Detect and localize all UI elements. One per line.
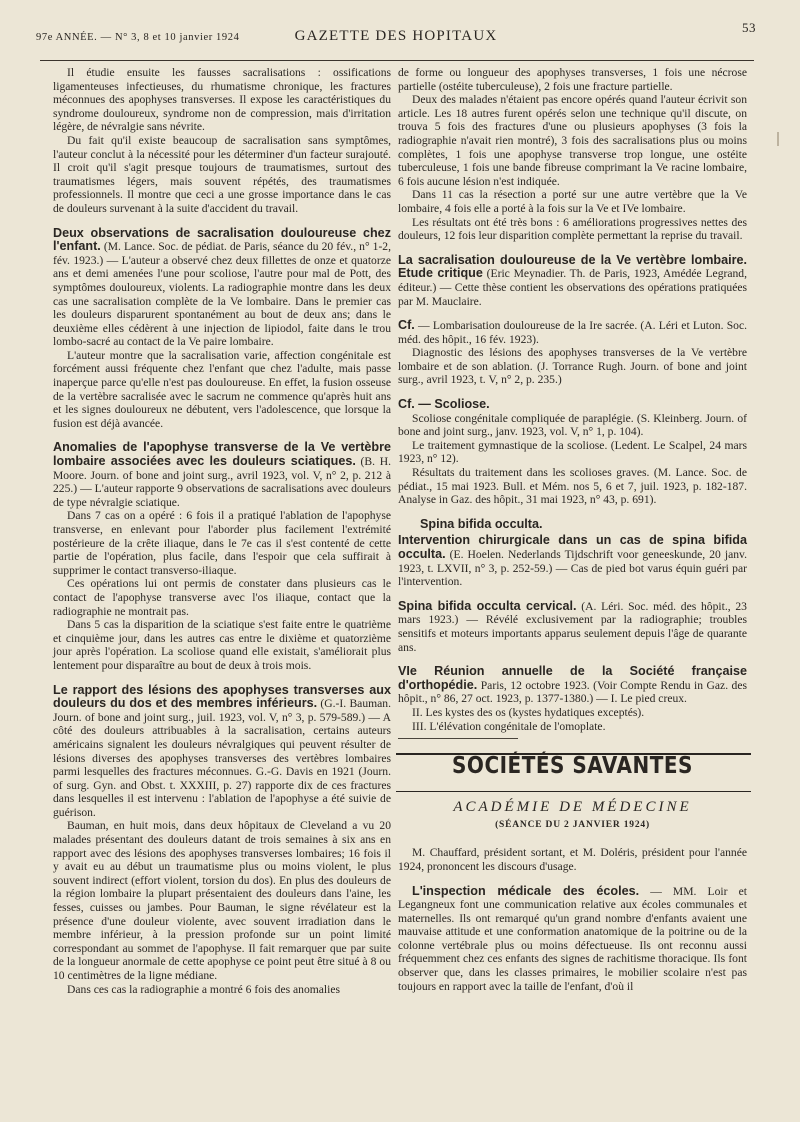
section-sacralisation-critique — [398, 254, 747, 308]
section-title: La sacralisation douloureuse de la Ve vertèbre lombaire. Etude critique — [398, 252, 747, 281]
section-spina-intervention — [398, 534, 747, 588]
section-divider — [398, 738, 518, 739]
page-header — [36, 14, 756, 54]
banner-title: SOCIÉTÉS SAVANTES — [452, 751, 693, 779]
paragraph: Le traitement gymnastique de la scoliose. (Ledent. Le Scalpel, 24 mars 1923, n° 12). — [398, 438, 747, 466]
section-reference: (Eric Meynadier. Th. de Paris, 1923, Amédée Legrand, éditeur.) — [398, 267, 747, 294]
paragraph: Dans 11 cas la résection a porté sur une autre vertèbre que la Ve lombaire, 4 fois elle a porté à la fois sur la Ve et IVe lombaire. — [398, 188, 747, 215]
section-reference: (G.-I. Bauman. Journ. of bone and joint surg., juil. 1923, vol. V, n° 3, p. 579-589.) — [53, 697, 391, 724]
cf-scoliose — [398, 398, 747, 412]
section-text: — Cette thèse contient les observations des opérations pratiquées par M. Mauclaire. — [398, 280, 747, 308]
paragraph: Dans 7 cas on a opéré : 6 fois il a pratiqué l'ablation de l'apophyse transverse, en enlevant pour l'aborder plus facilement l'extrémité postérieure de la crête iliaque, dans le 7e cas il s'est contenté de cette partie de l'opération, plus facile, dans l'espoir que cela suffirait à supprimer le contact transverso-iliaque. — [53, 509, 391, 577]
cf-lombarisation — [398, 319, 747, 346]
paragraph: Deux des malades n'étaient pas encore opérés quand l'auteur écrivit son article. Les 18 autres furent opérés selon une technique qu'il discute, on trouva 5 fois des fractures d'une ou plusieurs apophyses (3 fois la radiographie n'avait rien montré), 3 fois des sacralisations plus ou moins complètes, 1 fois une apophyse transverse trop longue, une ostéite tuberculeuse, 1 fois une bande fibreuse comprimant la Ve racine lombaire, 6 fois aucune lésion n'est indiquée. — [398, 93, 747, 188]
paragraph: Du fait qu'il existe beaucoup de sacralisation sans symptômes, l'auteur conclut à la nécessité pour les déterminer d'un facteur surajouté. Il croit qu'il s'agit presque toujours de traumatismes, surtout des traumatismes légers, mais souvent répétés, des traumatismes professionnels. Il montre que ceci a une grosse importance dans le cas de douleurs survenant à la suite d'accident du travail. — [53, 133, 391, 215]
section-text: — Cas de pied bot varus équin guéri par l'intervention. — [398, 561, 747, 589]
section-text: — L'auteur rapporte 9 observations de sacralisations avec douleurs de type névralgie sciatique. — [53, 482, 391, 509]
left-column — [53, 66, 391, 996]
paragraph: Il étudie ensuite les fausses sacralisations : ossifications ligamenteuses infectieuses, du rhumatisme chronique, les fractures méconnues des apophyses transverses. Il expose les caractéristiques du syndrome douloureux, syndrome non de compression, mais d'irritation légère, de névralgie sans névrite. — [53, 66, 391, 134]
paragraph: Diagnostic des lésions des apophyses transverses de la Ve vertèbre lombaire et de son ablation. (J. Torrance Rugh. Journ. of bone and joint surg., avril 1923, t. V, n° 2, p. 235.) — [398, 346, 747, 387]
section-title: Spina bifida occulta cervical. — [398, 598, 577, 613]
section-text: — A côté des douleurs attribuables à la sacralisation, certains auteurs américains signalent les douleurs névralgiques qui peuvent résulter de lésions diverses des apophyses transverses des vertèbres lombaires parmi lesquelles des fractures méconnues. G.-G. Davis en 1921 (Journ. of surg. Gyn. and Obst. t. XXXIII, p. 27) rapporte dix de ces fractures dans lesquelles il est intervenu : l'ablation de l'apophyse a été suivie de guérison. — [53, 710, 391, 819]
section-sacralisation-enfant — [53, 227, 391, 349]
cf-text: — Lombarisation douloureuse de la Ire sacrée. (A. Léri et Luton. Soc. méd. des hôpit., 16 fév. 1923). — [398, 319, 747, 346]
margin-mark — [777, 132, 779, 146]
section-text: — Révélé exclusivement par la radiographie; troubles sensitifs et moteurs importants apparus seulement depuis l'âge de quarante ans. — [398, 613, 748, 654]
banner-rule-bottom — [396, 791, 751, 792]
paragraph: Ces opérations lui ont permis de constater dans plusieurs cas le contact de l'apophyse transverse avec l'os iliaque, contact que la radiographie ne montrait pas. — [53, 577, 391, 618]
paragraph: II. Les kystes des os (kystes hydatiques exceptés). — [412, 705, 645, 719]
section-title: Deux observations de sacralisation douloureuse chez l'enfant. — [53, 225, 391, 254]
section-title: L'inspection médicale des écoles. — [412, 883, 640, 898]
section-title: VIe Réunion annuelle de la Société française d'orthopédie. — [398, 664, 747, 692]
section-text: Paris, 12 octobre 1923. (Voir Compte Rendu in Gaz. des hôpit., n° 86, 27 oct. 1923, p. 1377-1380.) — I. Le pied creux. — [398, 678, 748, 706]
academie-title: ACADÉMIE DE MÉDECINE — [453, 799, 692, 816]
cf-label: Cf. — Scoliose. — [398, 397, 490, 412]
section-spina-cervical — [398, 600, 747, 654]
cf-label: Cf. — [398, 318, 415, 333]
section-inspection-medicale — [398, 885, 747, 994]
paragraph: Scoliose congénitale compliquée de paraplégie. (S. Kleinberg. Journ. of bone and joint surg., janv. 1923, vol. V, n° 1, p. 104). — [398, 411, 747, 439]
right-column — [398, 66, 747, 993]
paragraph: Dans 5 cas la disparition de la sciatique s'est faite entre le quatrième et cinquième jour, dans les autres cas entre le dixième et quatorzième jour après l'opération. La scoliose quand elle existait, s'améliorait plus lentement pour disparaître au bout de deux à trois mois. — [53, 618, 391, 672]
societes-savantes-banner — [398, 751, 747, 816]
section-reference: (M. Lance. Soc. de pédiat. de Paris, séance du 20 fév., n° 1-2, fév. 1923.) — [53, 240, 391, 267]
heading-spina-bifida: Spina bifida occulta. — [420, 516, 543, 531]
paragraph: de forme ou longueur des apophyses transverses, 1 fois une nécrose partielle (ostéite tuberculeuse), 2 fois une fracture partielle. — [398, 66, 747, 93]
paragraph: L'auteur montre que la sacralisation varie, affection congénitale est forcément aussi fréquente chez l'enfant que chez l'adulte, mais passe inaperçue parce qu'elle n'est pas douloureuse. En effet, la fusion osseuse de la vertèbre sacralisée avec le sacrum ne commence qu'après huit ans et les signes douloureux ne débutent, vers l'adolescence, que lorsque la fusion est déjà avancée. — [53, 348, 391, 430]
section-apophyse-anomalies — [53, 441, 391, 509]
paragraph: Les résultats ont été très bons : 6 améliorations progressives nettes des douleurs, 12 fois leur disparition complète permettant la reprise du travail. — [398, 215, 747, 243]
seance-date: (SÉANCE DU 2 JANVIER 1924) — [495, 819, 650, 830]
section-reunion-orthopedie — [398, 665, 747, 706]
journal-title: GAZETTE DES HOPITAUX — [294, 28, 498, 44]
section-reference: (A. Léri. Soc. méd. des hôpit., 23 mars 1923.) — [398, 599, 747, 627]
paragraph: Dans ces cas la radiographie a montré 6 fois des anomalies — [67, 982, 341, 996]
header-rule — [40, 60, 754, 61]
paragraph: Résultats du traitement dans les scolioses graves. (M. Lance. Soc. de pédiat., 15 mai 1923. Bull. et Mém. nos 5, 6 et 7, juil. 1923, p. 182-187. Analyse in Gaz. des hôpit., 31 mai 1923, n° 43, p. 691). — [398, 466, 747, 507]
section-reference: (E. Hoelen. Nederlands Tijdschrift voor geneeskunde, 20 janv. 1923, t. LXVII, n° 3, p. 252-59.) — [398, 548, 747, 575]
section-title: Intervention chirurgicale dans un cas de spina bifida occulta. — [398, 533, 747, 561]
section-text: — MM. Loir et Legangneux font une communication relative aux écoles communales et maternelles. Ils ont remarqué qu'un grand nombre d'enfants avaient une mauvaise attitude et une conformation anatomique de la poitrine ou de la colonne vertébrale plus ou moins défectueuse. Ils ont reconnu aussi fréquemment chez ces enfants des signes de rachitisme thoracique. Ils font observer que, dans les classes primaires, le mobilier scolaire n'est pas toujours en rapport avec la taille de l'enfant, d'où il — [398, 884, 747, 993]
section-title: Anomalies de l'apophyse transverse de la Ve vertèbre lombaire associées avec les douleurs sciatiques. — [53, 440, 391, 469]
page-number: 53 — [742, 20, 756, 35]
paragraph: III. L'élévation congénitale de l'omoplate. — [412, 719, 606, 733]
section-reference: (B. H. Moore. Journ. of bone and joint surg., avril 1923, vol. V, n° 2, p. 212 à 225.) — [53, 455, 391, 496]
issue-info: 97e ANNÉE. — N° 3, 8 et 10 janvier 1924 — [36, 32, 240, 43]
paragraph: M. Chauffard, président sortant, et M. Doléris, président pour l'année 1924, prononcent les discours d'usage. — [398, 846, 747, 873]
section-text: — L'auteur a observé chez deux fillettes de onze et quatorze ans et demi amenées l'une pour scoliose, l'autre pour mal de Pott, des symptômes douloureux, violents. La radiographie montre dans les deux cas une sacralisation complète de la Ve lombaire. Dans le premier cas les douleurs disparurent spontanément au bout de deux ans; dans le deuxième elles cédèrent à une injection de lipiodol, faite dans le trou lombo-sacré au contact de la Ve paire lombaire. — [53, 253, 391, 349]
paragraph: Bauman, en huit mois, dans deux hôpitaux de Cleveland a vu 20 malades présentant des douleurs datant de trois semaines à six ans en rapport avec des lésions des apophyses transverses lombaires; 16 fois il y avait eu au début un traumatisme plus ou moins violent, le plus souvent indirect (effort violent, torsion du dos). En plus des douleurs de la région lombaire la plupart présentaient des douleurs dans l'aine, les fesses, cuisses ou jambes. Pour Bauman, le signe révélateur est la présence d'une douleur violente, avec souvent irradiation dans le membre inférieur, à la pression profonde sur un point limité correspondant au sommet de l'apophyse. Il fait remarquer que par suite de la longueur anormale de cette apophyse ce point peut être situé à 8 ou 10 centimètres de la ligne médiane. — [53, 819, 391, 982]
section-title: Le rapport des lésions des apophyses transverses aux douleurs du dos et des membres inférieurs. — [53, 682, 391, 711]
section-rapport-lesions — [53, 684, 391, 820]
